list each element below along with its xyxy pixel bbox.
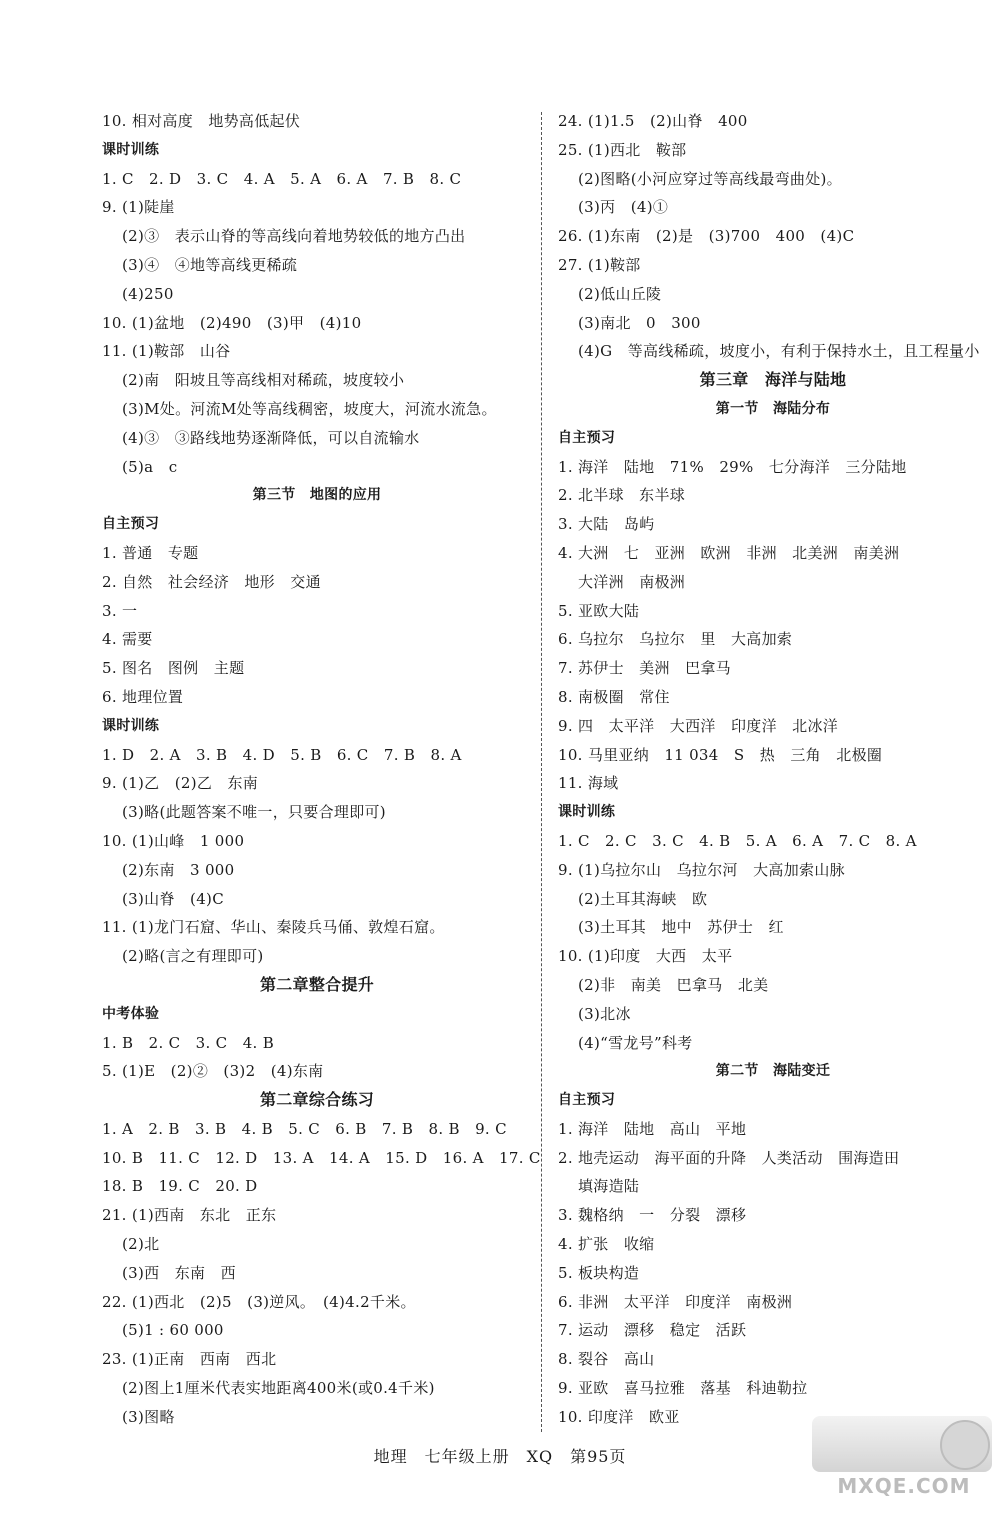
answer-line: (2)非 南美 巴拿马 北美: [578, 975, 769, 994]
answer-line: 9. 亚欧 喜马拉雅 落基 科迪勒拉: [558, 1379, 808, 1398]
answer-line: (3)丙 (4)①: [578, 198, 669, 217]
answer-line: 21. (1)西南 东北 正东: [102, 1206, 277, 1225]
answer-line: (2)图略(小河应穿过等高线最弯曲处)。: [578, 169, 842, 188]
answer-line: 4. 需要: [102, 630, 153, 649]
answer-line: 9. 四 太平洋 大西洋 印度洋 北冰洋: [558, 716, 839, 735]
answer-line: 7. 运动 漂移 稳定 活跃: [558, 1321, 747, 1340]
answer-line: 自主预习: [102, 516, 160, 533]
answer-line: 1. 海洋 陆地 高山 平地: [558, 1119, 747, 1138]
watermark-circle-icon: [940, 1420, 990, 1470]
answer-line: 中考体验: [102, 1005, 160, 1022]
answer-line: 5. 亚欧大陆: [558, 601, 640, 620]
answer-line: 6. 乌拉尔 乌拉尔 里 大高加索: [558, 630, 793, 649]
answer-line: 9. (1)乙 (2)乙 东南: [102, 774, 259, 793]
answer-line: 24. (1)1.5 (2)山脊 400: [558, 112, 748, 130]
left-answer-column: [102, 107, 541, 1432]
answer-line: (2)③ 表示山脊的等高线向着地势较低的地方凸出: [122, 227, 466, 246]
answer-line: 9. (1)乌拉尔山 乌拉尔河 大高加索山脉: [558, 860, 845, 879]
answer-line: 10. (1)印度 大西 太平: [558, 947, 733, 966]
answer-line: 11. (1)龙门石窟、华山、秦陵兵马俑、敦煌石窟。: [102, 918, 445, 937]
answer-line: 8. 南极圈 常住: [558, 687, 670, 706]
answer-line: 第一节 海陆分布: [715, 400, 831, 417]
answer-line: (3)西 东南 西: [122, 1263, 236, 1282]
answer-line: (3)略(此题答案不唯一，只要合理即可): [122, 803, 386, 822]
answer-line: 7. 苏伊士 美洲 巴拿马: [558, 659, 731, 678]
answer-line: (4)“雪龙号”科考: [578, 1033, 693, 1052]
answer-line: (2)土耳其海峡 欧: [578, 889, 708, 908]
answer-line: 25. (1)西北 鞍部: [558, 140, 687, 159]
answer-line: (3)土耳其 地中 苏伊士 红: [578, 918, 784, 937]
answer-line: 6. 非洲 太平洋 印度洋 南极洲: [558, 1292, 793, 1311]
answer-line: 8. 裂谷 高山: [558, 1350, 655, 1369]
answer-line: 填海造陆: [578, 1177, 640, 1196]
answer-line: (3)南北 0 300: [578, 313, 701, 332]
answer-line: (5)1 : 60 000: [122, 1321, 224, 1340]
answer-line: 课时训练: [558, 804, 616, 821]
answer-line: (2)低山丘陵: [578, 284, 662, 303]
answer-line: 27. (1)鞍部: [558, 255, 641, 274]
answer-line: 23. (1)正南 西南 西北: [102, 1350, 277, 1369]
answer-line: 课时训练: [102, 717, 160, 734]
answer-line: 第二章综合练习: [259, 1090, 375, 1110]
answer-line: (4)G 等高线稀疏，坡度小，有利于保持水土，且工程量小: [578, 342, 980, 361]
answer-line: (4)③ ③路线地势逐渐降低，可以自流输水: [122, 428, 420, 447]
right-answer-column: [558, 107, 988, 1432]
answer-line: (2)北: [122, 1235, 160, 1254]
answer-line: (2)略(言之有理即可): [122, 947, 264, 966]
answer-line: (2)南 阳坡且等高线相对稀疏，坡度较小: [122, 371, 405, 390]
answer-line: 3. 魏格纳 一 分裂 漂移: [558, 1206, 747, 1225]
answer-line: 10. (1)山峰 1 000: [102, 831, 245, 850]
answer-line: 自主预习: [558, 1092, 616, 1109]
answer-line: 10. B 11. C 12. D 13. A 14. A 15. D 16. A 17. C: [102, 1148, 541, 1167]
answer-line: 自主预习: [558, 429, 616, 446]
answer-line: 1. C 2. C 3. C 4. B 5. A 6. A 7. C 8. A: [558, 831, 917, 850]
answer-line: (4)250: [122, 284, 174, 303]
answer-line: (3)④ ④地等高线更稀疏: [122, 255, 298, 274]
watermark-url: MXQE.COM: [837, 1474, 971, 1498]
answer-line: 第三章 海洋与陆地: [699, 370, 847, 390]
answer-line: 2. 地壳运动 海平面的升降 人类活动 围海造田: [558, 1148, 900, 1167]
answer-line: 1. D 2. A 3. B 4. D 5. B 6. C 7. B 8. A: [102, 745, 462, 764]
answer-line: 10. 印度洋 欧亚: [558, 1407, 680, 1426]
answer-line: (5)a c: [122, 457, 178, 476]
answer-line: 11. 海域: [558, 774, 619, 793]
answer-line: 5. 图名 图例 主题: [102, 659, 245, 678]
answer-line: 26. (1)东南 (2)是 (3)700 400 (4)C: [558, 227, 855, 246]
watermark-logo: [812, 1416, 992, 1508]
answer-line: (3)北冰: [578, 1004, 631, 1023]
answer-line: 1. C 2. D 3. C 4. A 5. A 6. A 7. B 8. C: [102, 169, 462, 188]
answer-line: 22. (1)西北 (2)5 (3)逆风。 (4)4.2千米。: [102, 1292, 416, 1311]
answer-line: 2. 自然 社会经济 地形 交通: [102, 572, 321, 591]
answer-line: (2)东南 3 000: [122, 860, 235, 879]
answer-line: 9. (1)陡崖: [102, 198, 175, 217]
answer-line: 1. 海洋 陆地 71% 29% 七分海洋 三分陆地: [558, 457, 907, 476]
answer-line: 1. B 2. C 3. C 4. B: [102, 1033, 275, 1052]
answer-line: 6. 地理位置: [102, 687, 184, 706]
page-footer: 地理 七年级上册 XQ 第95页: [373, 1447, 627, 1466]
answer-line: 11. (1)鞍部 山谷: [102, 342, 231, 361]
answer-line: 10. 马里亚纳 11 034 S 热 三角 北极圈: [558, 745, 883, 764]
answer-line: (3)M处。河流M处等高线稠密，坡度大，河流水流急。: [122, 399, 497, 418]
answer-line: 5. 板块构造: [558, 1263, 640, 1282]
answer-line: 10. (1)盆地 (2)490 (3)甲 (4)10: [102, 313, 362, 332]
answer-line: 4. 扩张 收缩: [558, 1235, 655, 1254]
answer-line: 3. 一: [102, 601, 138, 620]
answer-line: 4. 大洲 七 亚洲 欧洲 非洲 北美洲 南美洲: [558, 543, 900, 562]
answer-line: 3. 大陆 岛屿: [558, 515, 655, 534]
answer-line: 第三节 地图的应用: [252, 487, 382, 504]
answer-line: (2)图上1厘米代表实地距离400米(或0.4千米): [122, 1379, 435, 1398]
answer-line: 课时训练: [102, 141, 160, 158]
answer-line: (3)山脊 (4)C: [122, 889, 224, 908]
answer-line: 1. 普通 专题: [102, 543, 199, 562]
answer-line: 1. A 2. B 3. B 4. B 5. C 6. B 7. B 8. B 9. C: [102, 1119, 507, 1138]
answer-line: (3)图略: [122, 1407, 175, 1426]
answer-line: 10. 相对高度 地势高低起伏: [102, 112, 301, 130]
answer-line: 2. 北半球 东半球: [558, 486, 686, 505]
answer-line: 第二章整合提升: [259, 974, 375, 994]
answer-line: 第二节 海陆变迁: [715, 1063, 831, 1080]
column-divider: [541, 112, 542, 1432]
answer-line: 5. (1)E (2)② (3)2 (4)东南: [102, 1062, 324, 1081]
answer-line: 大洋洲 南极洲: [578, 572, 686, 591]
answer-line: 18. B 19. C 20. D: [102, 1177, 258, 1196]
